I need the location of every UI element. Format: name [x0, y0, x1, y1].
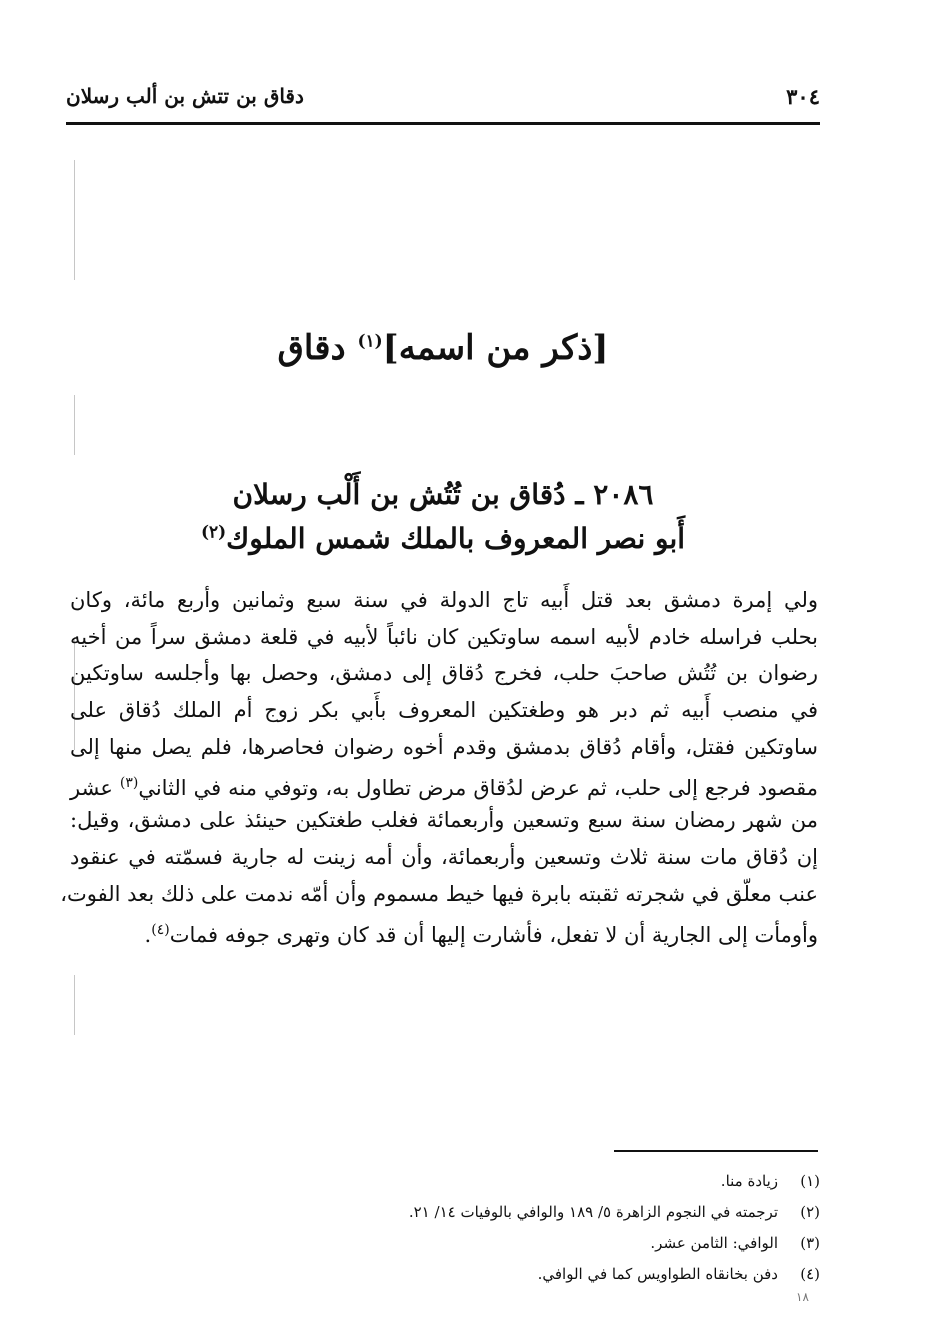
body-line: إن دُقاق مات سنة ثلاث وتسعين وأربعمائة، وأن أمه زينت له جارية فسمّته في عنقود: [70, 844, 818, 869]
section-heading-text: [ذكر من اسمه]: [382, 328, 609, 368]
page-corner-mark: ١٨: [796, 1290, 809, 1304]
margin-mark: [74, 395, 75, 455]
body-line: ساوتكين فقتل، وأقام دُقاق بدمشق وقدم أخوه رضوان فحاصرها، فلم يصل منها إلى: [70, 734, 818, 759]
margin-mark: [74, 975, 75, 1035]
body-line: في منصب أَبيه ثم دبر هو وطغتكين المعروف بأَبي بكر زوج أم الملك دُقاق على: [70, 698, 818, 723]
footnote-number: (١): [800, 1172, 820, 1190]
section-heading: [66, 328, 820, 368]
body-line: رضوان بن تُتُش صاحبَ حلب، فخرج دُقاق إلى دمشق، وحصل بها وأجلسه ساوتكين: [70, 661, 818, 686]
margin-mark: [74, 160, 75, 280]
entry-title: ٢٠٨٦ ـ دُقاق بن تُتُش بن أَلْب رسلان: [232, 478, 654, 511]
body-line: [70, 765, 818, 802]
running-header: [66, 80, 820, 120]
body-line-end: .: [144, 923, 152, 948]
body-line-text: مقصود فرجع إلى حلب، ثم عرض لدُقاق مرض تطاول به، وتوفي منه في الثاني: [138, 776, 818, 801]
body-text: [60, 582, 818, 949]
running-title: دقاق بن تتش بن ألب رسلان: [66, 84, 304, 108]
section-heading-name: دقاق: [277, 328, 346, 368]
footnote-item: [300, 1259, 820, 1290]
footnote-text: ترجمته في النجوم الزاهرة ٥/ ١٨٩ والوافي بالوفيات ١٤/ ٢١.: [408, 1203, 778, 1221]
footnote-text: الوافي: الثامن عشر.: [650, 1234, 778, 1252]
body-line: [70, 912, 818, 949]
footnote-ref-4: (٤): [151, 922, 170, 939]
footnote-rule: [614, 1150, 818, 1152]
footnote-item: [300, 1166, 820, 1197]
footnotes: [300, 1166, 820, 1290]
body-line: عنب معلّق في شجرته ثقبته بابرة فيها خيط مسموم وأن أمّه ندمت على ذلك بعد الفوت،: [60, 881, 818, 906]
body-line-text: وأومأت إلى الجارية أن لا تفعل، فأشارت إليها أن قد كان وتهرى جوفه فمات: [169, 923, 818, 948]
footnote-text: دفن بخانقاه الطواويس كما في الوافي.: [537, 1265, 778, 1283]
footnote-ref-1: (١): [357, 331, 383, 352]
footnote-item: [300, 1197, 820, 1228]
footnote-number: (٣): [800, 1234, 820, 1252]
header-rule: [66, 122, 820, 125]
entry-subtitle: [66, 522, 820, 555]
footnote-ref-3: (٣): [119, 775, 139, 792]
body-line-tail: عشر: [70, 776, 113, 801]
body-line: بحلب فراسله خادم لأبيه اسمه ساوتكين كان نائباً لأبيه في قلعة دمشق سراً من أخيه: [70, 624, 818, 649]
entry-subtitle-text: أَبو نصر المعروف بالملك شمس الملوك: [226, 522, 686, 555]
footnote-text: زيادة منا.: [720, 1172, 778, 1190]
footnote-number: (٢): [800, 1203, 820, 1221]
page-number: ٣٠٤: [786, 84, 820, 109]
body-line: من شهر رمضان سنة سبع وتسعين وأربعمائة فغلب طغتكين حينئذ على دمشق، وقيل:: [70, 808, 818, 833]
footnote-number: (٤): [800, 1265, 820, 1283]
footnote-item: [300, 1228, 820, 1259]
footnote-ref-2: (٢): [200, 522, 227, 543]
body-line: ولي إمرة دمشق بعد قتل أَبيه تاج الدولة في سنة سبع وثمانين وأربع مائة، وكان: [70, 588, 818, 612]
